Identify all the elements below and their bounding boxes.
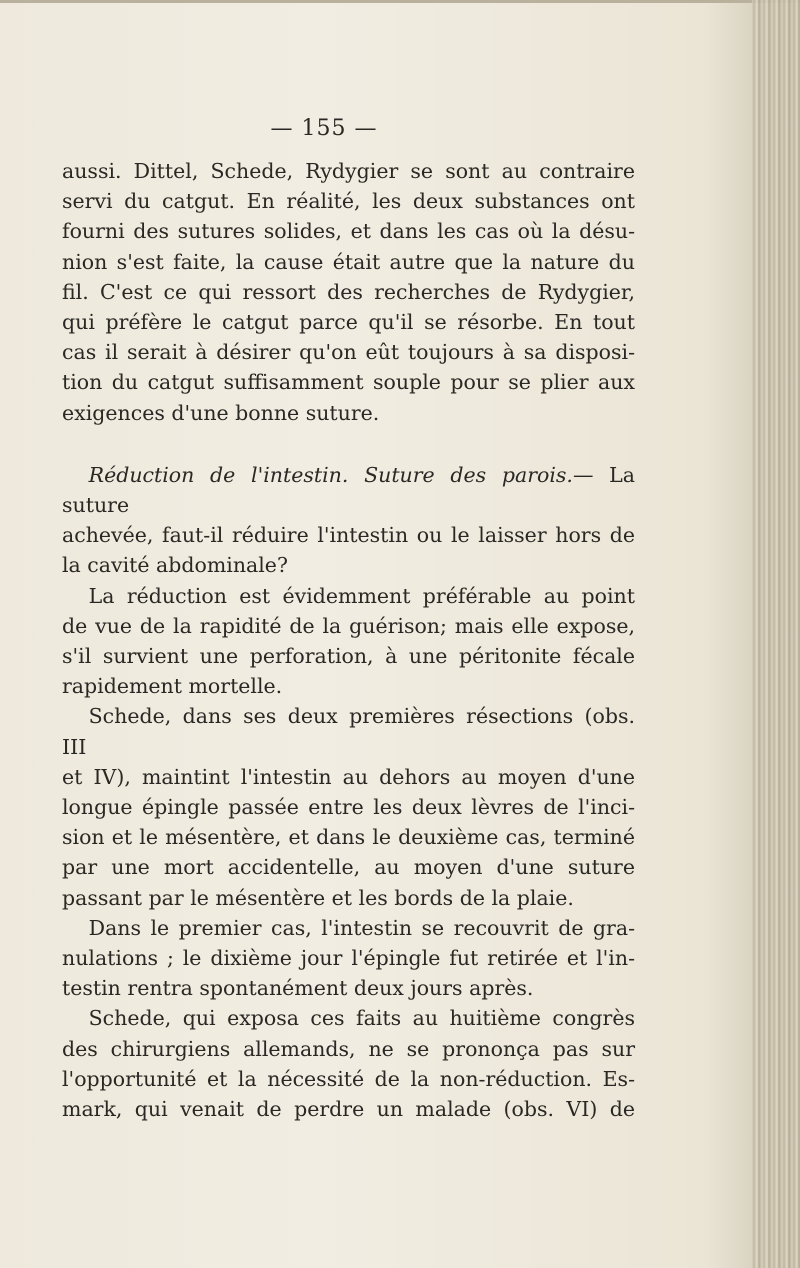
text-line: mark, qui venait de perdre un malade (obs. VI) de — [62, 1097, 635, 1122]
text-line: exigences d'une bonne suture. — [62, 400, 380, 425]
paragraph — [62, 581, 635, 702]
text-line: sion et le mésentère, et dans le deuxième cas, terminé — [62, 825, 635, 850]
text-line: passant par le mésentère et les bords de la plaie. — [62, 885, 574, 910]
text-line: et IV), maintint l'intestin au dehors au moyen d'une — [62, 764, 635, 789]
page-number: — 155 — — [270, 116, 378, 141]
text-line: Schede, qui exposa ces faits au huitième congrès — [88, 1006, 635, 1031]
section-title: Réduction de l'intestin. Suture des parois. — [88, 462, 573, 487]
text-line: Dans le premier cas, l'intestin se recouvrit de gra- — [88, 915, 635, 940]
text-line: rapidement mortelle. — [62, 674, 283, 699]
page-binding-edge — [752, 0, 800, 1268]
text-line: aussi. Dittel, Schede, Rydygier se sont au contraire — [62, 159, 635, 183]
text-line: qui préfère le catgut parce qu'il se résorbe. En tout — [62, 310, 635, 335]
text-line: de vue de la rapidité de la guérison; mais elle expose, — [62, 613, 635, 638]
text-line: fil. C'est ce qui ressort des recherches de Rydygier, — [62, 279, 635, 304]
paragraph — [62, 460, 635, 581]
text-line: la cavité abdominale? — [62, 553, 288, 578]
text-line: Schede, dans ses deux premières résections (obs. III — [62, 704, 635, 759]
text-line: cas il serait à désirer qu'on eût toujours à sa disposi- — [62, 340, 635, 365]
text-line: fourni des sutures solides, et dans les cas où la désu- — [62, 219, 635, 244]
text-line: des chirurgiens allemands, ne se prononça pas sur — [62, 1036, 635, 1061]
text-line: servi du catgut. En réalité, les deux substances ont — [62, 189, 635, 214]
paragraph — [62, 913, 635, 1004]
page-top-edge — [0, 0, 800, 3]
paragraph — [62, 701, 635, 912]
text-line: testin rentra spontanément deux jours après. — [62, 976, 534, 1001]
paragraph — [62, 156, 635, 428]
text-line: tion du catgut suffisamment souple pour se plier aux — [62, 370, 635, 395]
text-line: achevée, faut-il réduire l'intestin ou le laisser hors de — [62, 523, 635, 548]
text-line: l'opportunité et la nécessité de la non-réduction. Es- — [62, 1066, 635, 1091]
text-line: longue épingle passée entre les deux lèvres de l'inci- — [62, 795, 635, 820]
text-line: par une mort accidentelle, au moyen d'une suture — [62, 855, 635, 880]
paragraph — [62, 1003, 635, 1124]
text-line: La réduction est évidemment préférable au point — [88, 583, 635, 608]
body-text — [62, 156, 635, 1124]
text-line: nulations ; le dixième jour l'épingle fut retirée et l'in- — [62, 946, 635, 971]
section-title-rest: — La suture — [62, 462, 635, 518]
section-heading-line — [62, 460, 635, 520]
text-line: s'il survient une perforation, à une péritonite fécale — [62, 644, 635, 669]
text-line: nion s'est faite, la cause était autre que la nature du — [62, 249, 635, 274]
